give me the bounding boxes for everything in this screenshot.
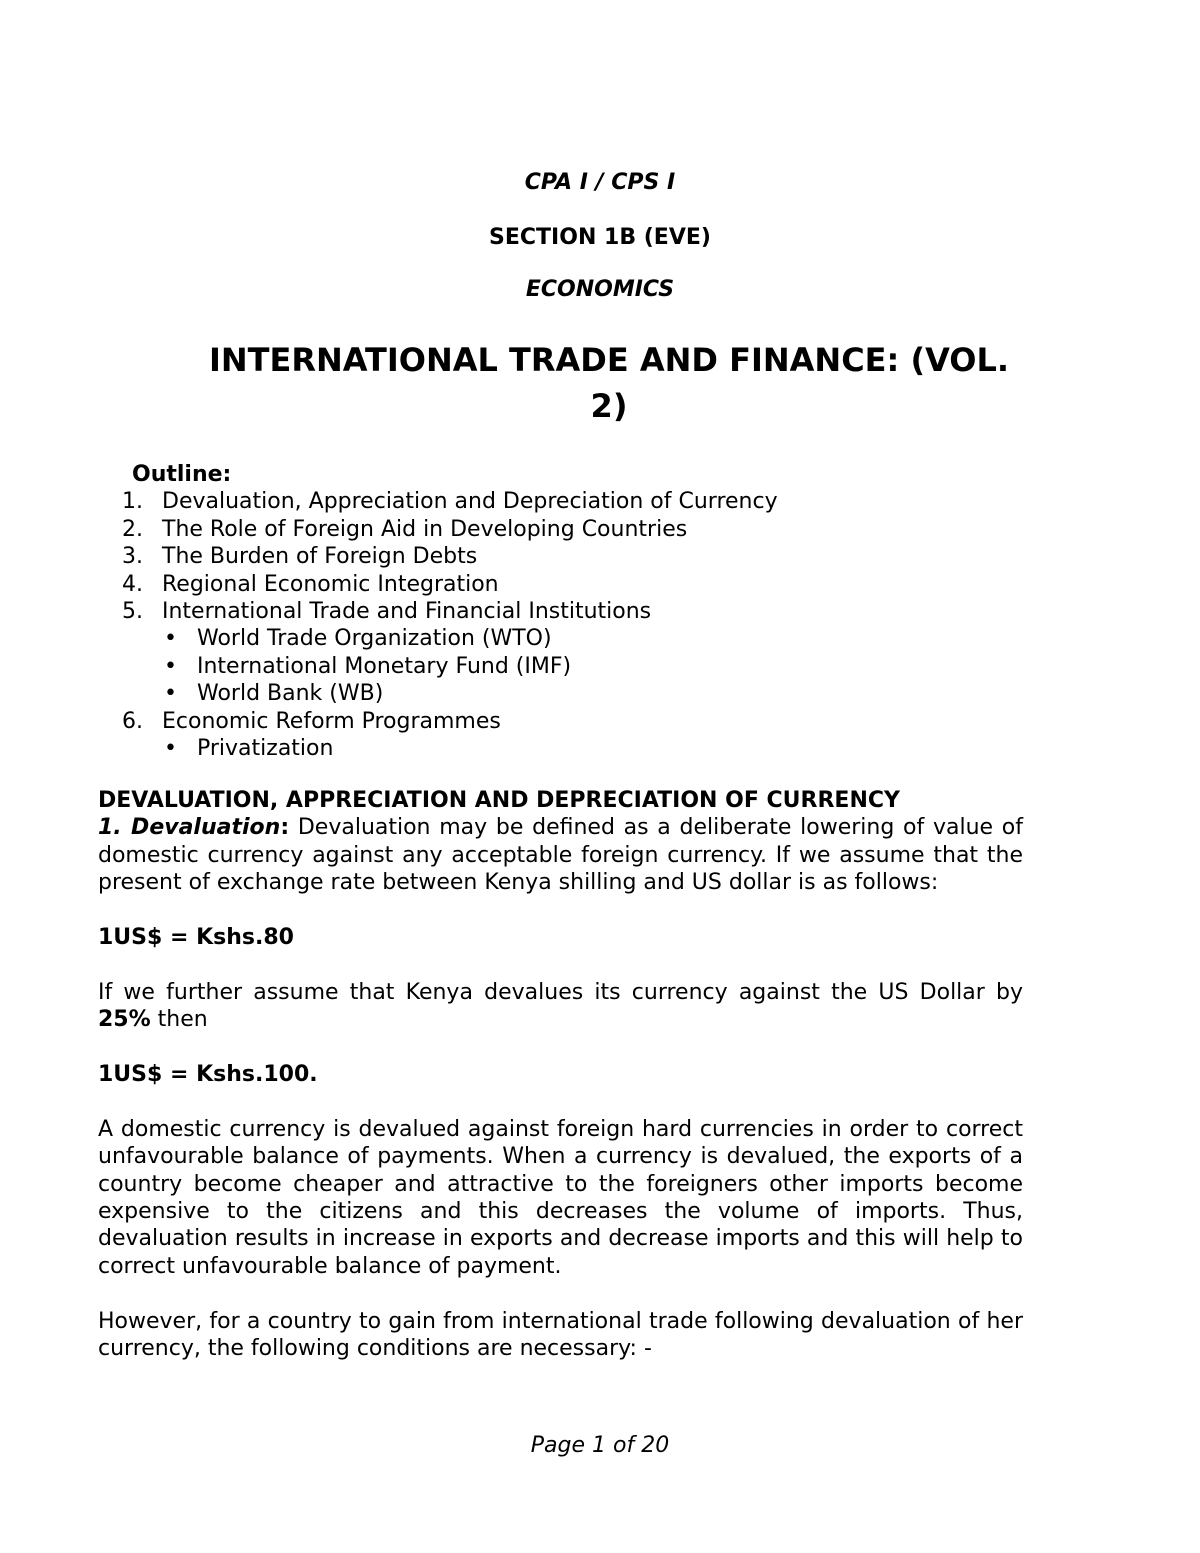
outline-list-continued [122,708,1082,735]
devalue-paragraph [98,979,1023,1034]
outline-subitem [122,653,1082,680]
subject-header: ECONOMICS [525,277,675,302]
outline-item-text: Devaluation, Appreciation and Depreciation of Currency [162,489,778,515]
outline-item-text: The Role of Foreign Aid in Developing Countries [162,516,688,542]
outline-subitem [122,625,1082,652]
definition-text: Devaluation may be defined as a deliberate lowering of value of domestic currency against any acceptable foreign currency. If we assume that the present of exchange rate between Kenya shilling and US dollar is as follows: [98,815,1023,896]
title-line-1: INTERNATIONAL TRADE AND FINANCE: (VOL. [208,341,1010,379]
bullet-icon: • [164,736,177,762]
outline-item [122,571,1082,598]
term-colon: : [280,815,290,841]
outline-item [122,708,1082,735]
explanation-paragraph: A domestic currency is devalued against foreign hard currencies in order to correct unfavourable balance of payments. When a currency is devalued, the exports of a country become cheaper and attractive to the foreigners other imports become expensive to the citizens and this decreases the volume of imports. Thus, devaluation results in increase in exports and decrease imports and this will help to correct unfavourable balance of payment. [98,1116,1023,1279]
course-header: CPA I / CPS I [524,170,676,195]
section-header: SECTION 1B (EVE) [489,225,711,250]
outline-item-number: 4. [122,571,143,597]
outline [122,461,1082,762]
exchange-rate-2: 1US$ = Kshs.100. [98,1062,318,1088]
outline-subitem-text: World Trade Organization (WTO) [197,626,552,652]
outline-subitem [122,680,1082,707]
outline-item-number: 3. [122,544,143,570]
outline-item-number: 5. [122,599,143,625]
outline-subitem-text: International Monetary Fund (IMF) [197,653,572,679]
outline-item-number: 2. [122,516,143,542]
title-line-2: 2) [590,387,628,425]
section-heading: DEVALUATION, APPRECIATION AND DEPRECIATION OF CURRENCY [98,788,900,813]
outline-item [122,598,1082,625]
outline-item-number: 1. [122,489,143,515]
outline-subitem-text: Privatization [197,736,334,762]
outline-label: Outline: [132,462,232,487]
outline-item [122,543,1082,570]
outline-subitem [122,735,1082,762]
outline-sublist-5 [122,625,1082,707]
outline-sublist-6 [122,735,1082,762]
outline-list [122,488,1082,625]
bullet-icon: • [164,681,177,707]
term-label: 1. Devaluation [98,815,281,841]
conditions-paragraph: However, for a country to gain from international trade following devaluation of her currency, the following conditions are necessary: - [98,1308,1023,1362]
page-number: Page 1 of 20 [530,1433,670,1458]
definition-paragraph [98,814,1023,896]
outline-item-text: International Trade and Financial Institutions [162,599,652,625]
section-body [98,787,1023,1362]
document-title [98,337,1120,429]
outline-item [122,488,1082,515]
devalue-text-b: then [150,1007,208,1033]
outline-item-text: Regional Economic Integration [162,571,499,597]
outline-item-text: The Burden of Foreign Debts [162,544,478,570]
bullet-icon: • [164,626,177,652]
devalue-text-a: If we further assume that Kenya devalues its currency against the US Dollar by [98,979,1023,1005]
outline-subitem-text: World Bank (WB) [197,681,384,707]
outline-item-text: Economic Reform Programmes [162,708,501,734]
bullet-icon: • [164,653,177,679]
outline-item [122,516,1082,543]
devalue-percent: 25% [98,1007,151,1033]
exchange-rate-1: 1US$ = Kshs.80 [98,925,294,951]
outline-item-number: 6. [122,708,143,734]
